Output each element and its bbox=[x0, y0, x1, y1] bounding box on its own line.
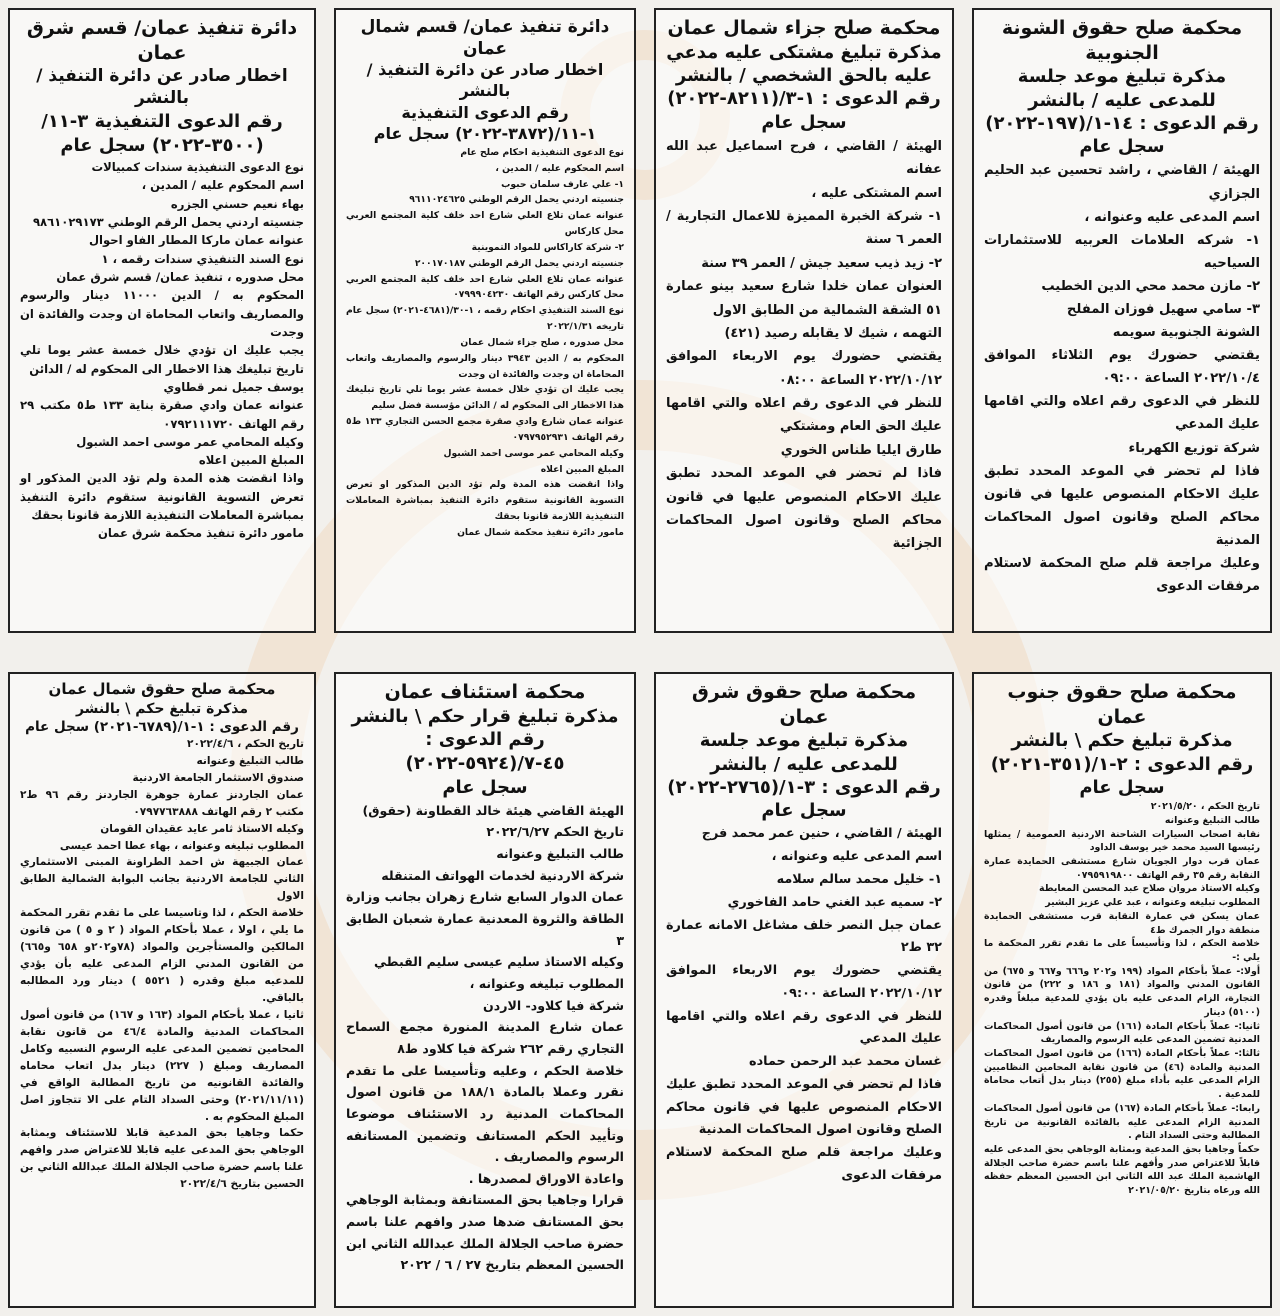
line: المبلغ المبين اعلاه bbox=[198, 453, 304, 468]
notice-execution-east-amman bbox=[8, 8, 316, 633]
case-number: رقم الدعوى التنفيذية ١-١١/(٣٨٧٢-٢٠٢٢) سجل عام bbox=[373, 102, 597, 144]
line: وعليك مراجعة قلم صلح المحكمة لاستلام مرفقات الدعوى bbox=[666, 1145, 942, 1183]
notice-body bbox=[346, 145, 624, 541]
notice-subtitle: مذكرة تبليغ مشتكى عليه مدعي عليه بالحق الشخصي / بالنشر bbox=[666, 41, 942, 87]
notice-south-amman bbox=[972, 672, 1272, 1308]
line: المطلوب تبليغه وعنوانه ، bbox=[469, 975, 624, 991]
line: حكماً وجاهيا بحق المدعية وبمثابة الوجاهي بحق المدعى عليه قابلاً للاعتراض صدر وأفهم علنا باسم حضرة صاحب الجلالة الهاشمية الملك عبد الله الثاني ابن الحسين المعظم حفظه الله ورعاه بتاريخ ٢٠٢١/٠٥/٢٠ bbox=[984, 1144, 1260, 1197]
line: محل صدوره ، صلح جزاء شمال عمان bbox=[460, 336, 624, 348]
line: نقابة اصحاب السيارات الشاحنة الاردنية العمومية / يمثلها رئيسها السيد محمد خير يوسف الداود bbox=[984, 828, 1260, 854]
line: ثانيا:- عملاً بأحكام المادة (١٦١) من قانون أصول المحاكمات المدنية تضمين المدعى عليه الرسوم والمصاريف bbox=[984, 1020, 1260, 1046]
line: عمان جبل النصر خلف مشاغل الامانه عمارة ٣٢ ط٢ bbox=[666, 917, 942, 956]
line: ١- خليل محمد سالم سلامه bbox=[776, 871, 942, 887]
line: فاذا لم تحضر في الموعد المحدد تطبق عليك الاحكام المنصوص عليها في قانون محاكم الصلح وقانون اصول المحاكمات المدنية bbox=[984, 463, 1260, 548]
notice-subtitle: مذكرة تبليغ موعد جلسة للمدعى عليه / بالنشر bbox=[1017, 66, 1227, 111]
line: اسم المدعى عليه وعنوانه ، bbox=[1084, 209, 1260, 225]
signature: مامور دائرة تنفيذ محكمة شمال عمان bbox=[457, 526, 624, 538]
line: عنوانه عمان شارع وادي صقرة مجمع الحسن التجاري ١٣٣ ط٥ رقم الهاتف ٠٧٩٧٩٥٢٩٣١ bbox=[346, 416, 624, 443]
line: المطلوب تبليغه وعنوانه ، عبد علي عزيز البشير bbox=[1045, 897, 1260, 909]
notice-body bbox=[984, 159, 1260, 598]
line: ٢- سميه عبد الغني حامد الفاخوري bbox=[727, 894, 942, 910]
line: ثانيا ، عملا بأحكام المواد (١٦٣ و ١٦٧) من قانون أصول المحاكمات المدنية والمادة ٤٦/٤ من قانون نقابة المحامين تضمين المدعى عليه الرسوم النسبيه وكامل المصاريف ومبلغ ( ٢٢٧) دينار بدل اتعاب محاماه والفائدة القانونيه من تاريخ المطالبة الواقع في (٢٠٢١/١١/١١) وحتى السداد التام على الا تتجاوز اصل المبلغ المحكوم به . bbox=[20, 1008, 305, 1123]
line: اسم المدعى عليه وعنوانه ، bbox=[771, 849, 942, 865]
line: نوع السند التنفيذي سندات رقمه ، ١ bbox=[101, 251, 304, 266]
line: يقتضي حضورك يوم الاربعاء الموافق ٢٠٢٢/١٠/١٢ الساعة ٠٩:٠٠ bbox=[666, 963, 942, 1001]
line: اسم المحكوم عليه / المدين ، bbox=[141, 178, 304, 193]
line: يجب عليك ان تؤدي خلال خمسة عشر يوما تلي تاريخ تبليغك هذا الاخطار الى المحكوم له / الدائن bbox=[20, 343, 304, 376]
line: بهاء نعيم حسني الجزره bbox=[170, 196, 304, 211]
line: أولا:- عملاً بأحكام المواد (١٩٩ و٢٠٢ و٦٦٦ و٦٦٧ و ٦٧٥) من القانون المدني والمواد (١٨١ و ١٨٦ و ٢٢٢) من قانون التجارة، الزام المدعى عليه بان يؤدي للمدعية مبلغاً وقدره (٥١٠٠) دينار bbox=[984, 965, 1261, 1018]
line: الهيئة / القاضي ، فرح اسماعيل عبد الله عفانه bbox=[666, 138, 942, 178]
line: المبلغ المبين اعلاه bbox=[540, 463, 624, 475]
notice-title: محكمة صلح حقوق شمال عمان bbox=[48, 680, 276, 698]
line: المحكوم به / الدين ٣٩٤٣ دينار والرسوم والمصاريف واتعاب المحاماة ان وجدت والفائدة ان وجدت bbox=[346, 352, 624, 380]
line: يوسف جميل نمر قطاوي bbox=[163, 379, 304, 394]
line: ١- شركه العلامات العربيه للاستثمارات السياحيه bbox=[984, 232, 1260, 271]
line: شركة فيا كلاود- الاردن bbox=[482, 997, 624, 1013]
notice-shouneh-south bbox=[972, 8, 1272, 633]
register: سجل عام bbox=[761, 800, 847, 822]
case-number: رقم الدعوى التنفيذية ٣-١١/ (٣٥٠٠-٢٠٢٢) سجل عام bbox=[41, 110, 283, 156]
notice-subtitle: مذكرة تبليغ قرار حكم \ بالنشر bbox=[351, 705, 619, 727]
line: ٣- سامي سهيل فوزان المفلح bbox=[1066, 302, 1260, 318]
line: طالب التبليغ وعنوانه bbox=[1164, 814, 1260, 826]
notice-title: محكمة استئناف عمان bbox=[384, 681, 586, 703]
notice-body bbox=[346, 800, 624, 1276]
line: للنظر في الدعوى رقم اعلاه والتي اقامها عليك المدعي bbox=[666, 1008, 942, 1047]
line: الشونة الجنوبية سويمه bbox=[1112, 325, 1260, 341]
notice-north-amman-civil bbox=[8, 672, 316, 1308]
line: جنسيته اردني يحمل الرقم الوطني ٩٨٦١٠٢٩١٧٣ bbox=[32, 215, 304, 230]
notice-title: محكمة صلح حقوق الشونة الجنوبية bbox=[1001, 17, 1243, 64]
notice-body bbox=[666, 823, 942, 1187]
notice-body bbox=[20, 736, 304, 1193]
line: عمان الجاردنز عمارة جوهرة الجاردنز رقم ٩٦ ط٢ مكتب ٢ رقم الهاتف ٠٧٩٧٧٦٣٨٨٨ bbox=[20, 788, 304, 818]
register: سجل عام bbox=[761, 111, 847, 133]
line: فاذا لم تحضر في الموعد المحدد تطبق عليك الاحكام المنصوص عليها في قانون محاكم الصلح وقانون اصول المحاكمات الجزائية bbox=[666, 466, 942, 552]
line: حكما وجاهيا بحق المدعية قابلا للاستئناف وبمثابة الوجاهي بحق المدعى عليه قابلا للاعتراض صدر وافهم علنا باسم حضرة صاحب الجلالة الملك عبدالله الثاني بن الحسين بتاريخ ٢٠٢٢/٤/٦ bbox=[20, 1127, 304, 1191]
line: تاريخ الحكم ٢٠٢٢/٦/٢٧ bbox=[486, 824, 624, 840]
line: عمان شارع المدينة المنورة مجمع السماح التجاري رقم ٢٦٢ شركة فيا كلاود ط٨ bbox=[346, 1019, 624, 1056]
line: عمان يسكن في عمارة النقابة قرب مستشفى الحمايدة منطقة دوار الجمرك ط٤ bbox=[984, 910, 1260, 936]
line: عمان قرب دوار الجويان شارع مستشفى الحمايدة عمارة النقابة رقم ٣٥ رقم الهاتف ٠٧٩٥٩١٩٨٠٠ bbox=[984, 855, 1260, 881]
case-number: رقم الدعوى : ١-١/(٦٧٨٩-٢٠٢١) سجل عام bbox=[25, 718, 299, 735]
line: وكيله الاستاذ سليم عيسى سليم القبطي bbox=[373, 954, 624, 970]
notice-subtitle: مذكرة تبليغ حكم \ بالنشر bbox=[1011, 730, 1233, 752]
line: واعادة الاوراق لمصدرها . bbox=[468, 1170, 624, 1186]
line: وكيله المحامي عمر موسى احمد الشبول bbox=[443, 447, 624, 459]
line: نوع الدعوى التنفيذية احكام صلح عام bbox=[460, 146, 624, 158]
line: طالب التبليغ وعنوانه bbox=[196, 754, 304, 767]
notice-execution-north-amman bbox=[334, 8, 636, 633]
line: ٢- شركة كاراكاس للمواد التموينية bbox=[471, 241, 624, 253]
line: للنظر في الدعوى رقم اعلاه والتي اقامها عليك الحق العام ومشتكي bbox=[666, 396, 942, 435]
line: اسم المشتكى عليه ، bbox=[811, 185, 942, 201]
line: قرارا وجاهيا بحق المستانفة وبمثابة الوجاهي بحق المستانف ضدها صدر وافهم علنا باسم حضرة صاحب الجلالة الملك عبدالله الثاني ابن الحسين المعظم بتاريخ ٢٧ / ٦ / ٢٠٢٢ bbox=[346, 1192, 624, 1273]
line: شركة توزيع الكهرباء bbox=[1128, 440, 1260, 456]
notice-title: محكمة صلح حقوق جنوب عمان bbox=[1007, 681, 1237, 728]
line: عنوانه عمان تلاع العلي شارع احد خلف كلية المجتمع العربي محل كاركس رقم الهاتف ٠٧٩٩٩٠٤٢٣٠ bbox=[346, 273, 624, 301]
notice-subtitle: اخطار صادر عن دائرة التنفيذ / بالنشر bbox=[36, 66, 288, 109]
register: سجل عام bbox=[1079, 777, 1165, 799]
line: خلاصة الحكم ، لذا وتاسيسا على ما تقدم تقرر المحكمة ما يلي ، اولا ، عملا بأحكام المواد ( ٢ و ٥ ) من قانون المالكين والمستأجرين والمواد (٧٨و٢٠٢و ٦٥٨ و٦٦٥) من القانون المدني الزام المدعى عليه بأن يؤدي للمدعيه مبلغ وقدره ( ٥٥٢١ ) دينار ورد المطالبه بالباقي. bbox=[20, 907, 304, 1004]
line: وعليك مراجعة قلم صلح المحكمة لاستلام مرفقات الدعوى bbox=[984, 556, 1260, 595]
line: المحكوم به / الدين ١١٠٠٠ دينار والرسوم والمصاريف واتعاب المحاماة ان وجدت والفائدة ان وجدت bbox=[20, 288, 304, 339]
register: سجل عام bbox=[442, 776, 528, 798]
line: رابعا:- عملاً بأحكام المادة (١٦٧) من قانون أصول المحاكمات المدنية الزام المدعى عليه بالفائدة القانونية من تاريخ المطالبة وحتى السداد التام . bbox=[984, 1102, 1260, 1142]
line: تاريخ الحكم ، ٢٠٢٢/٤/٦ bbox=[186, 737, 304, 750]
notice-body bbox=[984, 800, 1260, 1198]
line: العنوان عمان خلدا شارع سعيد بينو عمارة ٥١ الشقة الشمالية من الطابق الاول bbox=[666, 279, 942, 318]
line: ٢- مازن محمد محي الدين الخطيب bbox=[1041, 278, 1260, 294]
line: التهمه ، شيك لا يقابله رصيد (٤٢١) bbox=[724, 325, 942, 341]
line: الهيئة القاضي هيئة خالد القطاونة (حقوق) bbox=[362, 802, 624, 818]
line: عنوانه عمان ماركا المطار الفاو احوال bbox=[89, 233, 304, 248]
notice-body bbox=[666, 135, 942, 556]
line: صندوق الاستثمار الجامعة الاردنية bbox=[132, 771, 304, 784]
line: نوع السند التنفيذي احكام رقمه ، ١-٣٠/(٤٦٨١-٢٠٢١) سجل عام تاريخه ٢٠٢٢/١/٣١ bbox=[346, 305, 624, 333]
line: واذا انقضت هذه المدة ولم تؤد الدين المذكور او تعرض التسوية القانونية ستقوم دائرة التنفيذ بمباشرة المعاملات التنفيذية اللازمة قانونا بحقك bbox=[20, 471, 304, 523]
case-number: رقم الدعوى : ٢-١/(٣٥١-٢٠٢١) bbox=[990, 753, 1254, 775]
line: وكيله الاستاذ مروان صلاح عبد المحسن المعايطة bbox=[1039, 883, 1260, 895]
line: يقتضي حضورك يوم الاربعاء الموافق ٢٠٢٢/١٠/١٢ الساعة ٠٨:٠٠ bbox=[666, 349, 942, 388]
line: عنوانه عمان تلاع العلي شارع احد خلف كلية المجتمع العربي محل كاركاس bbox=[346, 210, 624, 238]
case-number: رقم الدعوى : ٤٥-٧/(٥٩٢٤-٢٠٢٢) bbox=[405, 729, 565, 775]
notice-title: دائرة تنفيذ عمان/ قسم شرق عمان bbox=[26, 17, 298, 64]
line: فاذا لم تحضر في الموعد المحدد تطبق عليك الاحكام المنصوص عليها في قانون محاكم الصلح وقانون اصول المحاكمات المدنية bbox=[666, 1076, 942, 1138]
line: محل صدوره ، تنفيذ عمان/ قسم شرق عمان bbox=[56, 270, 304, 285]
notice-subtitle: مذكرة تبليغ موعد جلسة للمدعى عليه / بالنشر bbox=[699, 730, 909, 775]
case-number: رقم الدعوى : ١٤-١/(١٩٧-٢٠٢٢) bbox=[985, 113, 1259, 135]
line: جنسيته اردني يحمل الرقم الوطني ٩٦١١٠٢٤٦٢٥ bbox=[409, 194, 624, 206]
notice-title: محكمة صلح حقوق شرق عمان bbox=[691, 681, 917, 728]
line: غسان محمد عبد الرحمن حماده bbox=[749, 1054, 942, 1070]
notice-criminal-north-amman bbox=[654, 8, 954, 633]
line: ثالثا:- عملاً بأحكام المادة (١٦٦) من قانون اصول المحاكمات المدنية والمادة (٤٦) من قانون نقابة المحامين النظاميين الزام المدعى عليه بأداء مبلغ (٢٥٥) دينار بدل أتعاب محاماة للمدعية . bbox=[984, 1048, 1260, 1101]
case-number: رقم الدعوى : ٣-١/(٢٧٦٥-٢٠٢٢) bbox=[667, 777, 941, 799]
line: الهيئة / القاضي ، راشد تحسين عبد الحليم الجزازي bbox=[984, 163, 1260, 202]
line: شركة الاردنية لخدمات الهواتف المتنقله bbox=[381, 867, 624, 883]
line: ١- علي عارف سلمان حبوب bbox=[501, 178, 624, 190]
line: عمان الدوار السابع شارع زهران بجانب وزارة الطاقة والثروة المعدنية عمارة شعبان الطابق ٣ bbox=[346, 889, 624, 948]
line: طالب التبليغ وعنوانه bbox=[496, 845, 624, 861]
line: اسم المحكوم عليه / المدين ، bbox=[495, 162, 624, 174]
line: خلاصة الحكم ، لذا وتأسيساً على ما تقدم تقرر المحكمة ما يلي :- bbox=[984, 938, 1260, 963]
line: تاريخ الحكم ، ٢٠٢١/٥/٢٠ bbox=[1150, 801, 1260, 813]
case-number: رقم الدعوى : ١-٣/(٨٢١١-٢٠٢٢) bbox=[667, 88, 941, 110]
line: واذا انقضت هذه المدة ولم تؤد الدين المذكور او تعرض التسوية القانونية ستقوم دائرة التنفيذ بمباشرة المعاملات التنفيذية اللازمة قانونا بحقك bbox=[346, 479, 624, 523]
register: سجل عام bbox=[1079, 136, 1165, 158]
line: خلاصة الحكم ، وعليه وتأسيسا على ما تقدم نقرر وعملا بالمادة ١٨٨/١ من قانون اصول المحاكمات المدنية رد الاستئناف موضوعا وتأييد الحكم المستانف وتضمين المستانفه الرسوم والمصاريف . bbox=[346, 1062, 624, 1165]
line: ٢- زيد ذيب سعيد جيش / العمر ٣٩ سنة bbox=[701, 255, 942, 271]
line: نوع الدعوى التنفيذية سندات كمبيالات bbox=[91, 160, 304, 175]
line: ١- شركة الخبرة المميزة للاعمال التجارية / العمر ٦ سنة bbox=[666, 208, 942, 248]
notice-subtitle: مذكرة تبليغ حكم \ بالنشر bbox=[75, 700, 249, 717]
notice-east-amman-civil bbox=[654, 672, 954, 1308]
line: جنسيته اردني يحمل الرقم الوطني ٢٠٠١٧٠١٨٧ bbox=[414, 257, 624, 269]
line: يقتضي حضورك يوم الثلاثاء الموافق ٢٠٢٢/١٠/٤ الساعة ٠٩:٠٠ bbox=[984, 348, 1260, 387]
notice-subtitle: اخطار صادر عن دائرة التنفيذ / بالنشر bbox=[366, 60, 604, 100]
notice-body bbox=[20, 158, 304, 543]
line: طارق ايليا طناس الخوري bbox=[780, 442, 942, 458]
line: المطلوب تبليغه وعنوانه ، بهاء عطا احمد عيسى bbox=[59, 839, 304, 852]
line: عمان الجبيهة ش احمد الطراونة المبنى الاستثماري الثاني للجامعة الاردنية بجانب البوابة الشمالية الطابق الاول bbox=[20, 856, 304, 903]
line: الهيئة / القاضي ، حنين عمر محمد فرج bbox=[701, 826, 942, 842]
line: يجب عليك ان تؤدي خلال خمسة عشر يوما تلي تاريخ تبليغك هذا الاخطار الى المحكوم له / الدائن مؤسسة فضل سليم bbox=[346, 384, 624, 412]
signature: مامور دائرة تنفيذ محكمة شرق عمان bbox=[97, 526, 304, 541]
line: وكيله الاستاذ ثامر عايد عقيدان القومان bbox=[100, 822, 304, 835]
line: عنوانه عمان وادي صقرة بناية ١٣٣ ط٥ مكتب ٢٩ رقم الهاتف ٠٧٩٢١١١٧٢٠ bbox=[20, 398, 304, 431]
notice-title: دائرة تنفيذ عمان/ قسم شمال عمان bbox=[360, 17, 610, 60]
line: للنظر في الدعوى رقم اعلاه والتي اقامها عليك المدعي bbox=[984, 394, 1260, 433]
notice-appeal-amman bbox=[334, 672, 636, 1308]
line: وكيله المحامي عمر موسى احمد الشبول bbox=[76, 434, 304, 449]
notice-title: محكمة صلح جزاء شمال عمان bbox=[667, 17, 941, 39]
